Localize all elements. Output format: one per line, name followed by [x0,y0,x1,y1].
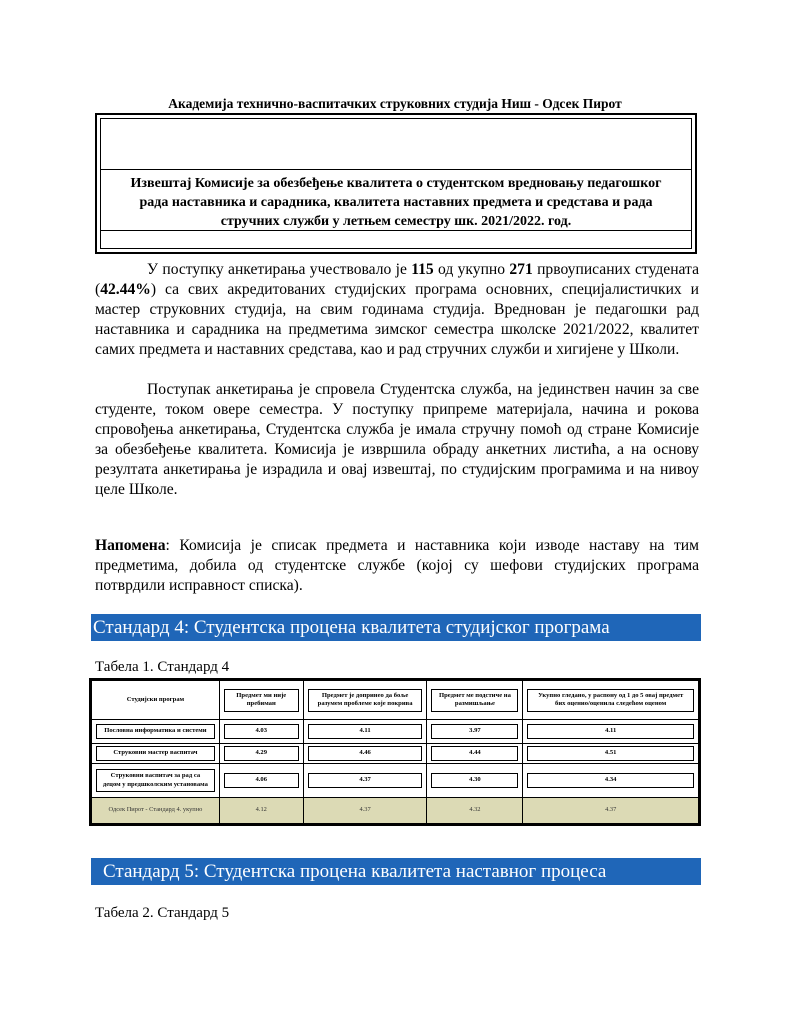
row-value: 4.51 [523,744,699,764]
row-program: Струковни мастер васпитач [92,744,220,764]
standard-5-heading: Стандард 5: Студентска процена квалитета наставног процеса [91,858,701,885]
note-label: Напомена [95,537,166,554]
report-title-line-2: рада наставника и сарадника, квалитета наставних предмета и средстава и рада [139,195,653,210]
paragraph-survey-procedure: Поступак анкетирања је спровела Студентска служба, на јединствен начин за све студенте, током овере семестра. У поступку припреме материјала, начина и рокова спровођења анкетирања, Студентска служба је имала стручну помоћ од стране Комисије за обезбеђење квалитета. Комисија је извршила обраду анкетних листића, а на основу резултата анкетирања је израдила и овај извештај, по студијским програмима и на нивоу целе Школе. [95,381,699,498]
row-program: Пословна информатика и системи [92,720,220,744]
paragraph-survey-participation [95,260,699,360]
report-title-box [95,113,697,254]
header-overall-grade: Укупно гледано, у распону од 1 до 5 овај предмет бих оценио/оценила следећом оценом [523,681,699,720]
total-students-count: 271 [509,261,533,278]
table-row [92,764,699,798]
total-value: 4.37 [523,798,699,824]
report-title [101,169,691,231]
p1-text-c: првоуписаних студената ( [95,261,699,298]
standard-4-table [91,680,699,824]
note-paragraph [95,536,699,596]
row-value: 3.97 [427,720,523,744]
total-value: 4.37 [303,798,427,824]
report-title-line-3: стручних служби у летњем семестру шк. 2021/2022. год. [220,214,572,229]
report-title-line-1: Извештај Комисије за обезбеђење квалитета о студентском вредновању педагошког [130,176,662,191]
total-value: 4.12 [219,798,303,824]
row-value: 4.06 [219,764,303,798]
header-not-burdensome: Предмет ми није пребиман [219,681,303,720]
p1-text-d: ) са свих акредитованих студијских програма основних, специјалистичких и мастер струковних студија, на свим годинама студија. Вреднован је педагошки рад наставника и сарадника на предметима зимског семестра школске 2021/2022, квалитет самих предмета и наставних средстава, као и рад стручних служби и хигијене у Школи. [95,281,699,358]
table-2-caption: Табела 2. Стандард 5 [95,905,230,921]
institution-header: Академија технично-васпитачких струковних студија Ниш - Одсек Пирот [168,96,622,111]
note-text: : Комисија је списак предмета и наставника који изводе наставу на тим предметима, добила од студентске службе (којој су шефови студијских програма потврдили исправност списка). [95,537,699,594]
header-study-program: Студијски програм [92,681,220,720]
row-value: 4.11 [523,720,699,744]
total-program: Одсек Пирот - Стандард 4. укупно [92,798,220,824]
row-value: 4.29 [219,744,303,764]
table-total-row [92,798,699,824]
row-value: 4.44 [427,744,523,764]
participant-count: 115 [411,261,434,278]
report-title-inner-frame [100,118,692,249]
table-row [92,744,699,764]
standard-4-heading: Стандард 4: Студентска процена квалитета студијског програма [91,614,701,641]
row-value: 4.46 [303,744,427,764]
row-value: 4.11 [303,720,427,744]
row-value: 4.37 [303,764,427,798]
total-value: 4.32 [427,798,523,824]
p1-text-b: од укупно [433,261,510,278]
row-program: Струковни васпитач за рад са децом у предшколским установама [92,764,220,798]
header-better-understanding: Предмет је допринео да боље разумем проблеме које покрива [303,681,427,720]
row-value: 4.30 [427,764,523,798]
row-value: 4.03 [219,720,303,744]
table-header-row [92,681,699,720]
participation-percent: 42.44% [100,281,151,298]
p1-text-a: У поступку анкетирања учествовало је [147,261,412,278]
table-1-caption: Табела 1. Стандард 4 [95,659,230,675]
row-value: 4.34 [523,764,699,798]
header-encourages-thinking: Предмет ме подстиче на размишљање [427,681,523,720]
table-row [92,720,699,744]
